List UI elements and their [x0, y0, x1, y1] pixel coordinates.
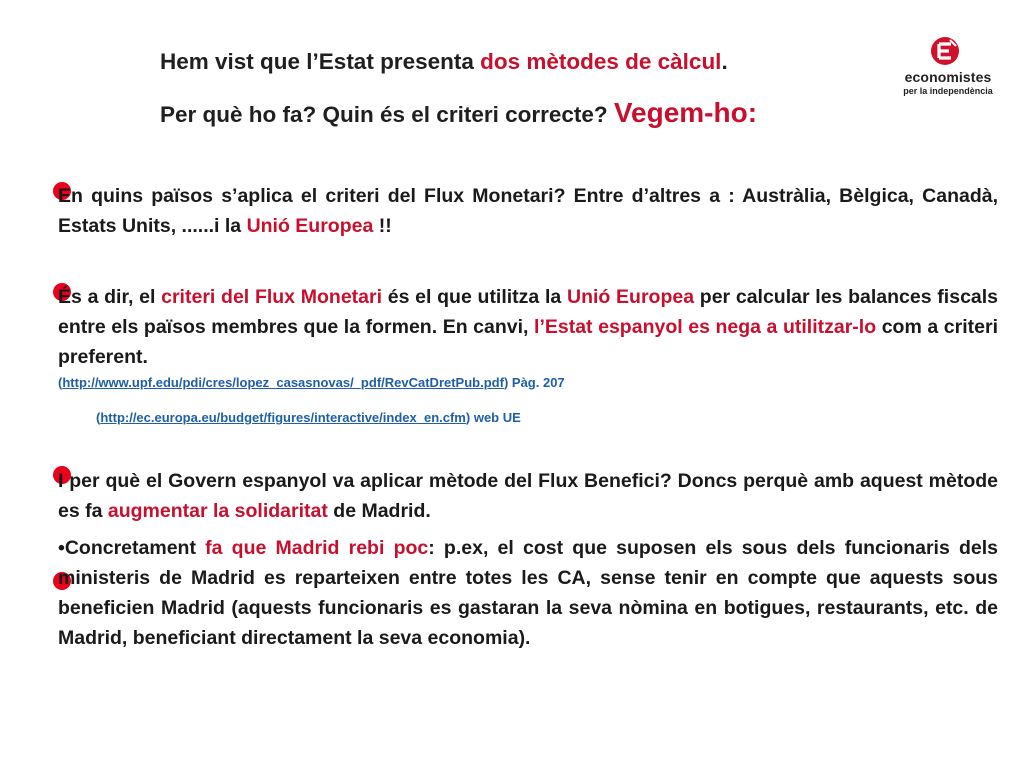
title-highlight-big: Vegem-ho: [613, 97, 758, 128]
slide-title-line-1 [160, 49, 728, 75]
paragraph-madrid-example: •Concretament fa que Madrid rebi poc: p.ex, el cost que suposen els sous dels funcionaris dels ministeris de Madrid es reparteixen entre totes les CA, sense tenir en compte que aquests sous beneficien Madrid (aquests funcionaris es gastaran la seva nòmina en botigues, restaurants, etc. de Madrid, beneficiant directament la seva economia). [58, 537, 999, 649]
logo-tagline: per la independència [903, 86, 993, 96]
slide-title-line-2 [160, 97, 757, 129]
logo [898, 36, 998, 98]
reference-upf: (http://www.upf.edu/pdi/cres/lopez_casasnovas/_pdf/RevCatDretPub.pdf) Pàg. 207 [58, 375, 565, 390]
bullet-mark: • [58, 537, 65, 559]
title-text: Hem vist que l’Estat presenta [160, 49, 481, 74]
logo-mark-icon [930, 36, 960, 66]
paragraph-flux-monetari-countries: En quins països s’aplica el criteri del Flux Monetari? Entre d’altres a : Austràlia, Bèlgica, Canadà, Estats Units, ......i la Unió Europea !! [58, 185, 998, 237]
reference-link-upf[interactable]: http://www.upf.edu/pdi/cres/lopez_casasnovas/_pdf/RevCatDretPub.pdf [62, 375, 504, 390]
paragraph-flux-benefici: I per què el Govern espanyol va aplicar mètode del Flux Benefici? Doncs perquè amb aquest mètode es fa augmentar la solidaritat de Madrid. [58, 470, 998, 522]
reference-link-eu[interactable]: http://ec.europa.eu/budget/figures/interactive/index_en.cfm [100, 410, 466, 425]
paragraph-eu-criterion: És a dir, el criteri del Flux Monetari és el que utilitza la Unió Europea per calcular les balances fiscals entre els països membres que la formen. En canvi, l’Estat espanyol es nega a utilitzar-lo com a criteri preferent. [58, 286, 999, 368]
title-text-end: . [721, 49, 728, 74]
reference-eu: (http://ec.europa.eu/budget/figures/interactive/index_en.cfm) web UE [96, 410, 521, 425]
logo-name: economistes [904, 69, 992, 85]
title-highlight: dos mètodes de càlcul [480, 49, 722, 74]
title-question: Per què ho fa? Quin és el criteri correcte? [160, 102, 614, 127]
